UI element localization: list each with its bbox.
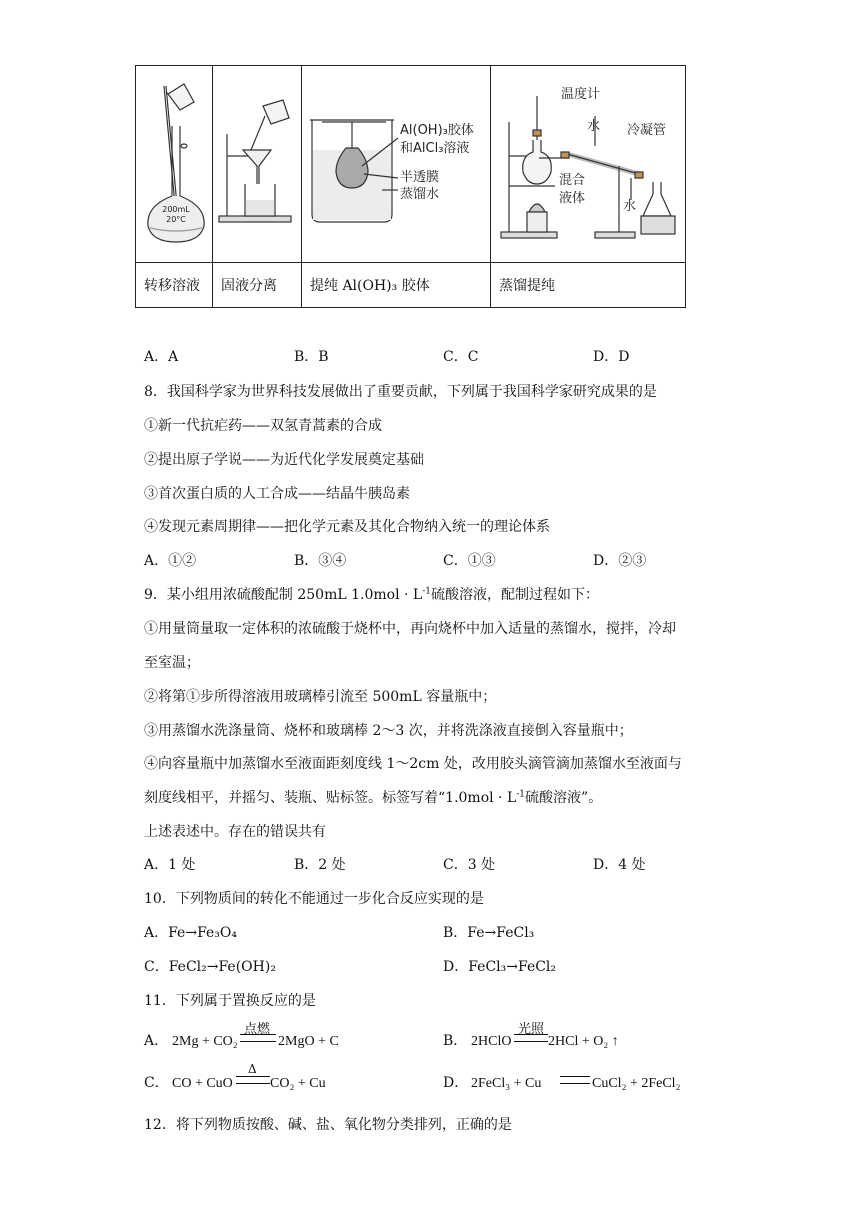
q11-option-d-equals [560,1076,590,1084]
thermometer-label: 温度计 [561,87,601,102]
q11-option-c-condition: Δ [248,1062,257,1076]
q8-item-3: ③首次蛋白质的人工合成——结晶牛胰岛素 [144,486,410,502]
q9-option-b: B．2 处 [294,857,346,873]
label-separation: 固液分离 [213,263,302,308]
condenser-label: 冷凝管 [627,123,667,138]
q9-item-4b-sup: -1 [516,789,526,800]
dialysis-figure [302,66,491,263]
q9-stem-a: 9．某小组用浓硫酸配制 250mL 1.0 [144,587,374,603]
q11-option-a-left: 2Mg + CO₂ [172,1034,238,1049]
q11-option-c-letter: C． [144,1075,169,1091]
q11-option-b-condition: 光照 [518,1022,545,1037]
q11-option-d-left: 2FeCl₃ + Cu [471,1076,542,1091]
q11-option-a-condition: 点燃 [244,1022,271,1037]
q11-option-b-letter: B． [443,1033,468,1049]
q11-option-b-equals [514,1034,548,1042]
q11-option-a-right: 2MgO + C [278,1034,339,1049]
q9-item-4b [144,787,602,807]
mixture-label-2: 液体 [559,191,586,206]
q8-stem: 8．我国科学家为世界科技发展做出了重要贡献，下列属于我国科学家研究成果的是 [144,384,657,400]
membrane-label: 半透膜 [400,170,440,185]
q9-item-3: ③用蒸馏水洗涤量筒、烧杯和玻璃棒 2～3 次，并将洗涤液直接倒入容量瓶中； [144,723,633,739]
q9-item-4b-b: 硫酸溶液”。 [525,790,603,806]
q10-option-b: B．Fe→FeCl₃ [443,925,535,941]
q11-option-d-right: CuCl₂ + 2FeCl₂ [592,1076,681,1091]
distillation-figure [491,66,686,263]
q9-unit-sup: -1 [422,586,431,597]
q9-stem-b: 硫酸溶液，配制过程如下： [431,587,599,603]
q12-stem: 12．将下列物质按酸、碱、盐、氧化物分类排列，正确的是 [144,1117,512,1133]
q7-option-d: D．D [593,349,630,365]
q9-item-2: ②将第①步所得溶液用玻璃棒引流至 500mL 容量瓶中； [144,689,497,705]
q7-option-b: B．B [294,349,329,365]
q10-option-a: A．Fe→Fe₃O₄ [144,925,238,941]
q11-stem: 11．下列属于置换反应的是 [144,993,316,1009]
q9-item-4b-a: 刻度线相平，并摇匀、装瓶、贴标签。标签写着“1.0 [144,790,468,806]
q10-option-d: D．FeCl₃→FeCl₂ [443,959,557,975]
q9-item-4b-unit: mol · L [467,790,517,806]
label-transfer: 转移溶液 [136,263,213,308]
water-in-label: 水 [623,199,637,214]
q8-item-4: ④发现元素周期律——把化学元素及其化合物纳入统一的理论体系 [144,519,550,535]
q11-option-c-equals [236,1076,270,1084]
colloid-label: Al(OH)₃胶体 [400,123,474,138]
q9-stem [144,584,599,604]
alcl3-label: 和AlCl₃溶液 [400,141,470,156]
label-distillation: 蒸馏提纯 [491,263,686,308]
q10-stem: 10．下列物质间的转化不能通过一步化合反应实现的是 [144,891,484,907]
q11-option-a-letter: A． [144,1033,169,1049]
q11-option-c-left: CO + CuO [172,1076,233,1091]
q11-option-d-letter: D． [443,1075,469,1091]
q7-option-c: C．C [443,349,479,365]
q8-option-c: C．①③ [443,553,496,569]
q11-option-b-left: 2HClO [471,1034,512,1049]
q8-option-a: A．①② [144,553,197,569]
filtration-figure [213,66,302,263]
q8-option-b: B．③④ [294,553,347,569]
q9-item-1b: 至室温； [144,655,200,671]
q8-option-d: D．②③ [593,553,647,569]
volumetric-flask-figure [136,66,213,263]
q11-option-b-right: 2HCl + O₂ ↑ [548,1034,619,1049]
water-out-label: 水 [587,119,601,134]
distilled-water-label: 蒸馏水 [400,187,440,202]
q9-option-c: C．3 处 [443,857,496,873]
q9-option-a: A．1 处 [144,857,196,873]
apparatus-table [135,65,686,308]
q11-option-a-equals [240,1034,276,1042]
mixture-label-1: 混合 [559,173,586,188]
flask-temp-label: 20°C [166,215,186,224]
q9-item-1a: ①用量筒量取一定体积的浓硫酸于烧杯中，再向烧杯中加入适量的蒸馏水，搅拌，冷却 [144,621,676,637]
q8-item-2: ②提出原子学说——为近代化学发展奠定基础 [144,452,424,468]
q11-option-c-right: CO₂ + Cu [270,1076,326,1091]
q9-unit: mol · L [373,587,423,603]
q9-summary: 上述表述中。存在的错误共有 [144,824,326,840]
q7-option-a: A．A [144,349,179,365]
q10-option-c: C．FeCl₂→Fe(OH)₂ [144,959,276,975]
label-purify-colloid: 提纯 Al(OH)₃ 胶体 [302,263,491,308]
q9-item-4a: ④向容量瓶中加蒸馏水至液面距刻度线 1～2cm 处，改用胶头滴管滴加蒸馏水至液面与 [144,756,682,772]
flask-volume-label: 200mL [162,205,190,214]
q8-item-1: ①新一代抗疟药——双氢青蒿素的合成 [144,418,382,434]
q9-option-d: D．4 处 [593,857,646,873]
